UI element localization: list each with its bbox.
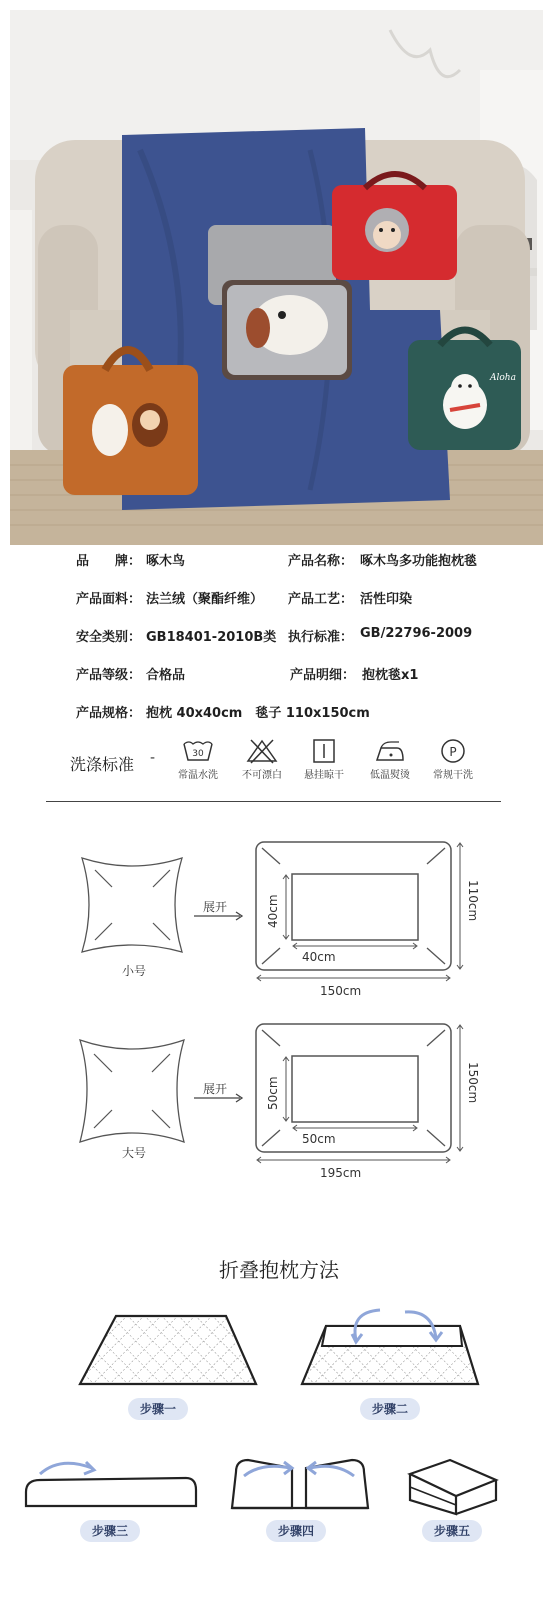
process-label: 产品工艺： — [288, 592, 354, 607]
grade-value: 合格品 — [146, 668, 186, 683]
wash-label-5: 常规干洗 — [433, 770, 473, 781]
wash-label-2: 不可漂白 — [242, 770, 282, 781]
brand-value: 啄木鸟 — [146, 554, 186, 569]
brand-label: 品 牌： — [76, 554, 142, 569]
detail-label: 产品明细： — [290, 668, 356, 683]
pillow-text: Aloha — [490, 373, 516, 383]
pillow-height-label: 50cm — [266, 1076, 280, 1110]
detail-value: 抱枕毯x1 — [362, 668, 419, 683]
grade-label: 产品等级： — [76, 668, 142, 683]
wash-label-4: 低温熨烫 — [370, 770, 410, 781]
size-label: 产品规格： — [76, 706, 142, 721]
folding-title: 折叠抱枕方法 — [219, 1258, 339, 1282]
blanket-height-label: 110cm — [466, 880, 480, 922]
product-name-label: 产品名称： — [288, 554, 354, 569]
unfold-label: 展开 — [203, 1082, 228, 1096]
step1-art — [80, 1316, 256, 1384]
blanket-width-label: 150cm — [320, 984, 362, 998]
process-value: 活性印染 — [360, 592, 413, 607]
pillow-width-label: 50cm — [302, 1132, 336, 1146]
size-name: 小号 — [122, 964, 147, 978]
safety-label: 安全类别： — [76, 630, 142, 645]
step-label-2: 步骤二 — [360, 1398, 420, 1420]
pillow-width-label: 40cm — [302, 950, 336, 964]
standard-value: GB/22796-2009 — [360, 626, 473, 641]
step-label-1: 步骤一 — [128, 1398, 188, 1420]
fabric-label: 产品面料： — [76, 592, 142, 607]
svg-text:30: 30 — [192, 749, 204, 759]
blanket-width-label: 195cm — [320, 1166, 362, 1180]
size-value: 抱枕 40x40cm 毯子 110x150cm — [146, 706, 370, 721]
unfold-label: 展开 — [203, 900, 228, 914]
wash-label-3: 悬挂晾干 — [304, 770, 344, 781]
step-label-3: 步骤三 — [80, 1520, 140, 1542]
fabric-value: 法兰绒（聚酯纤维） — [146, 592, 264, 607]
wash-label-1: 常温水洗 — [178, 770, 218, 781]
washing-dash: - — [150, 750, 156, 766]
safety-value: GB18401-2010B类 — [146, 630, 277, 645]
svg-text:P: P — [449, 745, 457, 759]
product-name-value: 啄木鸟多功能抱枕毯 — [360, 554, 478, 569]
step-label-5: 步骤五 — [422, 1520, 482, 1542]
standard-label: 执行标准： — [288, 630, 354, 645]
step3-art — [26, 1478, 196, 1506]
blanket-height-label: 150cm — [466, 1062, 480, 1104]
washing-title: 洗涤标准 — [70, 755, 135, 774]
step-label-4: 步骤四 — [266, 1520, 326, 1542]
size-name: 大号 — [122, 1146, 147, 1160]
step5-art — [410, 1460, 496, 1496]
pillow-height-label: 40cm — [266, 894, 280, 928]
